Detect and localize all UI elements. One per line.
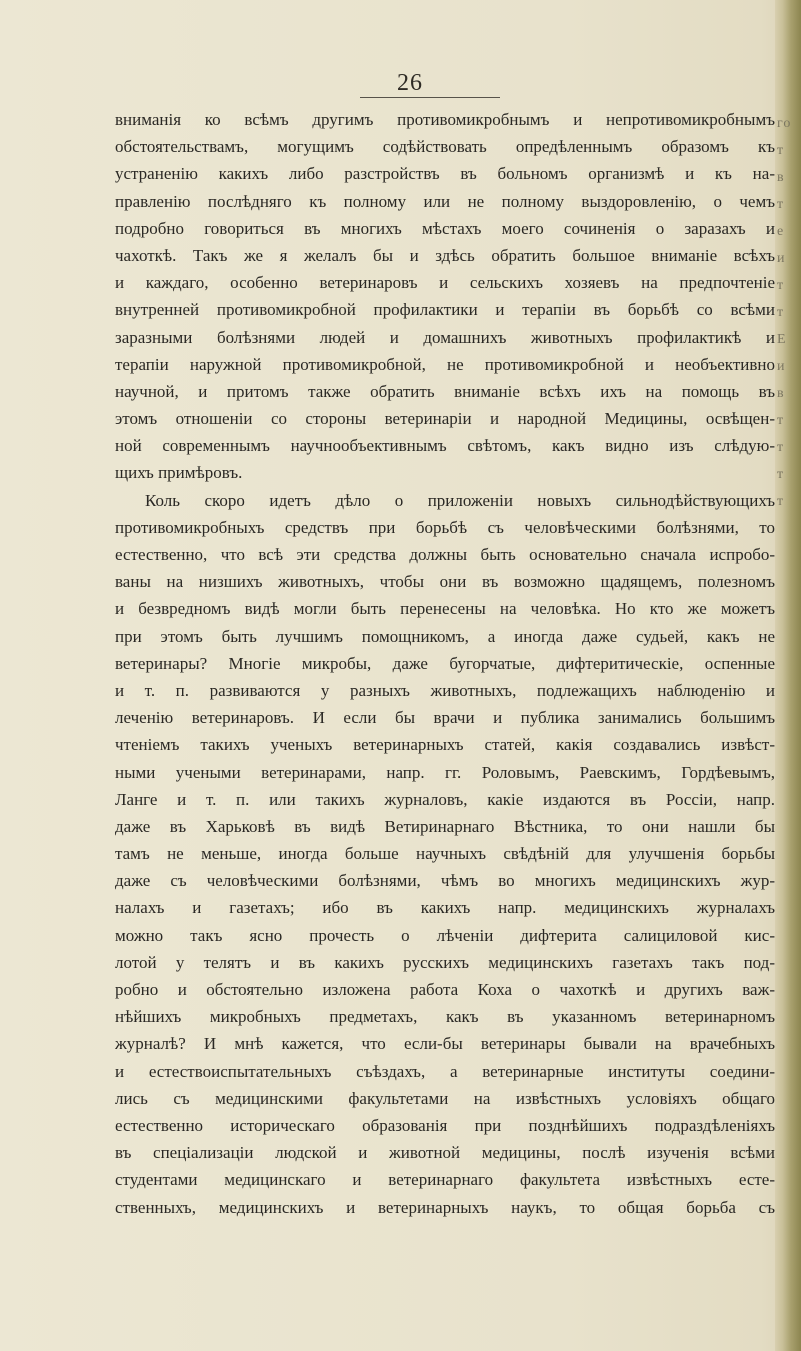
text-line: и естествоиспытательныхъ съѣздахъ, а ветеринарные институты соедини-	[115, 1061, 775, 1081]
text-line: научной, и притомъ также обратить вниманіе всѣхъ ихъ на помощь въ	[115, 381, 775, 401]
body-text	[115, 106, 775, 1221]
bleed-fragment: е	[777, 224, 785, 239]
page-number: 26	[397, 70, 423, 96]
bleed-fragment: и	[777, 251, 786, 266]
text-line: нѣйшихъ микробныхъ предметахъ, какъ въ указанномъ ветеринарномъ	[115, 1007, 775, 1027]
text-line: тамъ не меньше, иногда больше научныхъ свѣдѣній для улучшенія борьбы	[115, 844, 775, 864]
text-line: при этомъ быть лучшимъ помощникомъ, а иногда даже судьей, какъ не	[115, 626, 775, 646]
text-line: ными учеными ветеринарами, напр. гг. Роловымъ, Раевскимъ, Гордѣевымъ,	[115, 762, 775, 782]
text-line: естественно, что всѣ эти средства должны быть основательно сначала испробо-	[115, 545, 775, 564]
text-line: Коль скоро идетъ дѣло о приложеніи новыхъ сильнодѣйствующихъ	[145, 490, 775, 510]
text-line: Ланге и т. п. или такихъ журналовъ, какіе издаются въ Россіи, напр.	[115, 789, 775, 809]
bleed-fragment: т	[777, 143, 785, 158]
text-line: даже съ человѣческими болѣзнями, чѣмъ во многихъ медицинскихъ жур-	[115, 871, 775, 891]
bleed-fragment: т	[777, 413, 785, 428]
facing-page-bleed	[777, 110, 795, 590]
text-line: студентами медицинскаго и ветеринарнаго факультета извѣстныхъ есте-	[115, 1170, 775, 1190]
text-line: терапіи наружной противомикробной, не противомикробной и необъективно	[115, 354, 775, 374]
text-line: чтеніемъ такихъ ученыхъ ветеринарныхъ статей, какія создавались извѣст-	[115, 735, 775, 755]
bleed-fragment: т	[777, 278, 785, 293]
text-line: леченію ветеринаровъ. И если бы врачи и публика занимались большимъ	[115, 708, 775, 728]
text-line: и т. п. развиваются у разныхъ животныхъ, подлежащихъ наблюденію и	[115, 680, 775, 700]
text-line: можно такъ ясно прочесть о лѣченіи дифтерита салициловой кис-	[115, 925, 775, 945]
text-line: даже въ Харьковѣ въ видѣ Ветиринарнаго Вѣстника, то они нашли бы	[115, 816, 775, 836]
bleed-fragment: т	[777, 197, 785, 212]
text-line: заразными болѣзнями людей и домашнихъ животныхъ профилактикѣ и	[115, 327, 775, 347]
text-line: внутренней противомикробной профилактики и терапіи въ борьбѣ со всѣми	[115, 300, 775, 320]
text-line: щихъ примѣровъ.	[115, 463, 243, 483]
book-spine-edge	[775, 0, 801, 1351]
text-line: и безвредномъ видѣ могли быть перенесены на человѣка. Но кто же можетъ	[115, 599, 775, 619]
text-line: вниманія ко всѣмъ другимъ противомикробнымъ и непротивомикробнымъ	[115, 110, 775, 129]
bleed-fragment: т	[777, 494, 785, 509]
bleed-fragment: в	[777, 386, 785, 401]
text-line: ветеринары? Многіе микробы, даже бугорчатые, дифтеритическіе, оспенные	[115, 653, 775, 673]
bleed-fragment: т	[777, 467, 785, 482]
bleed-fragment: и	[777, 359, 786, 374]
text-line: лись съ медицинскими факультетами на извѣстныхъ условіяхъ общаго	[115, 1088, 775, 1108]
bleed-fragment: т	[777, 305, 785, 320]
text-line: чахоткѣ. Такъ же я желалъ бы и здѣсь обратить большое вниманіе всѣхъ	[115, 245, 775, 265]
text-line: этомъ отношеніи со стороны ветеринаріи и народной Медицины, освѣщен-	[115, 409, 775, 429]
text-line: журналѣ? И мнѣ кажется, что если-бы ветеринары бывали на врачебныхъ	[115, 1034, 775, 1054]
text-line: ной современнымъ научнообъективнымъ свѣтомъ, какъ видно изъ слѣдую-	[115, 436, 775, 456]
text-line: лотой у телятъ и въ какихъ русскихъ медицинскихъ газетахъ такъ под-	[115, 952, 775, 972]
text-line: и каждаго, особенно ветеринаровъ и сельскихъ хозяевъ на предпочтеніе	[115, 273, 775, 293]
text-line: правленію послѣдняго къ полному или не полному выздоровленію, о чемъ	[115, 191, 775, 211]
text-line: ваны на низшихъ животныхъ, чтобы они въ возможно щадящемъ, полезномъ	[115, 572, 775, 592]
text-line: естественно историческаго образованія при позднѣйшихъ подраздѣленіяхъ	[115, 1115, 775, 1135]
text-line: обстоятельствамъ, могущимъ содѣйствовать опредѣленнымъ образомъ къ	[115, 137, 775, 157]
text-line: въ спеціализаціи людской и животной медицины, послѣ изученія всѣми	[115, 1143, 775, 1163]
text-line: противомикробныхъ средствъ при борьбѣ съ человѣческими болѣзнями, то	[115, 517, 775, 537]
text-line: подробно говориться въ многихъ мѣстахъ моего сочиненія о заразахъ и	[115, 218, 775, 238]
text-line: устраненію какихъ либо разстройствъ въ больномъ организмѣ и къ на-	[115, 164, 775, 184]
bleed-fragment: в	[777, 170, 785, 185]
bleed-fragment: го	[777, 116, 792, 131]
text-line: робно и обстоятельно изложена работа Коха о чахоткѣ и другихъ важ-	[115, 980, 775, 999]
page-number-rule	[360, 97, 500, 98]
bleed-fragment: т	[777, 440, 785, 455]
bleed-fragment: Е	[777, 332, 787, 347]
text-line: налахъ и газетахъ; ибо въ какихъ напр. медицинскихъ журналахъ	[115, 898, 775, 918]
text-line: ственныхъ, медицинскихъ и ветеринарныхъ наукъ, то общая борьба съ	[115, 1197, 775, 1217]
